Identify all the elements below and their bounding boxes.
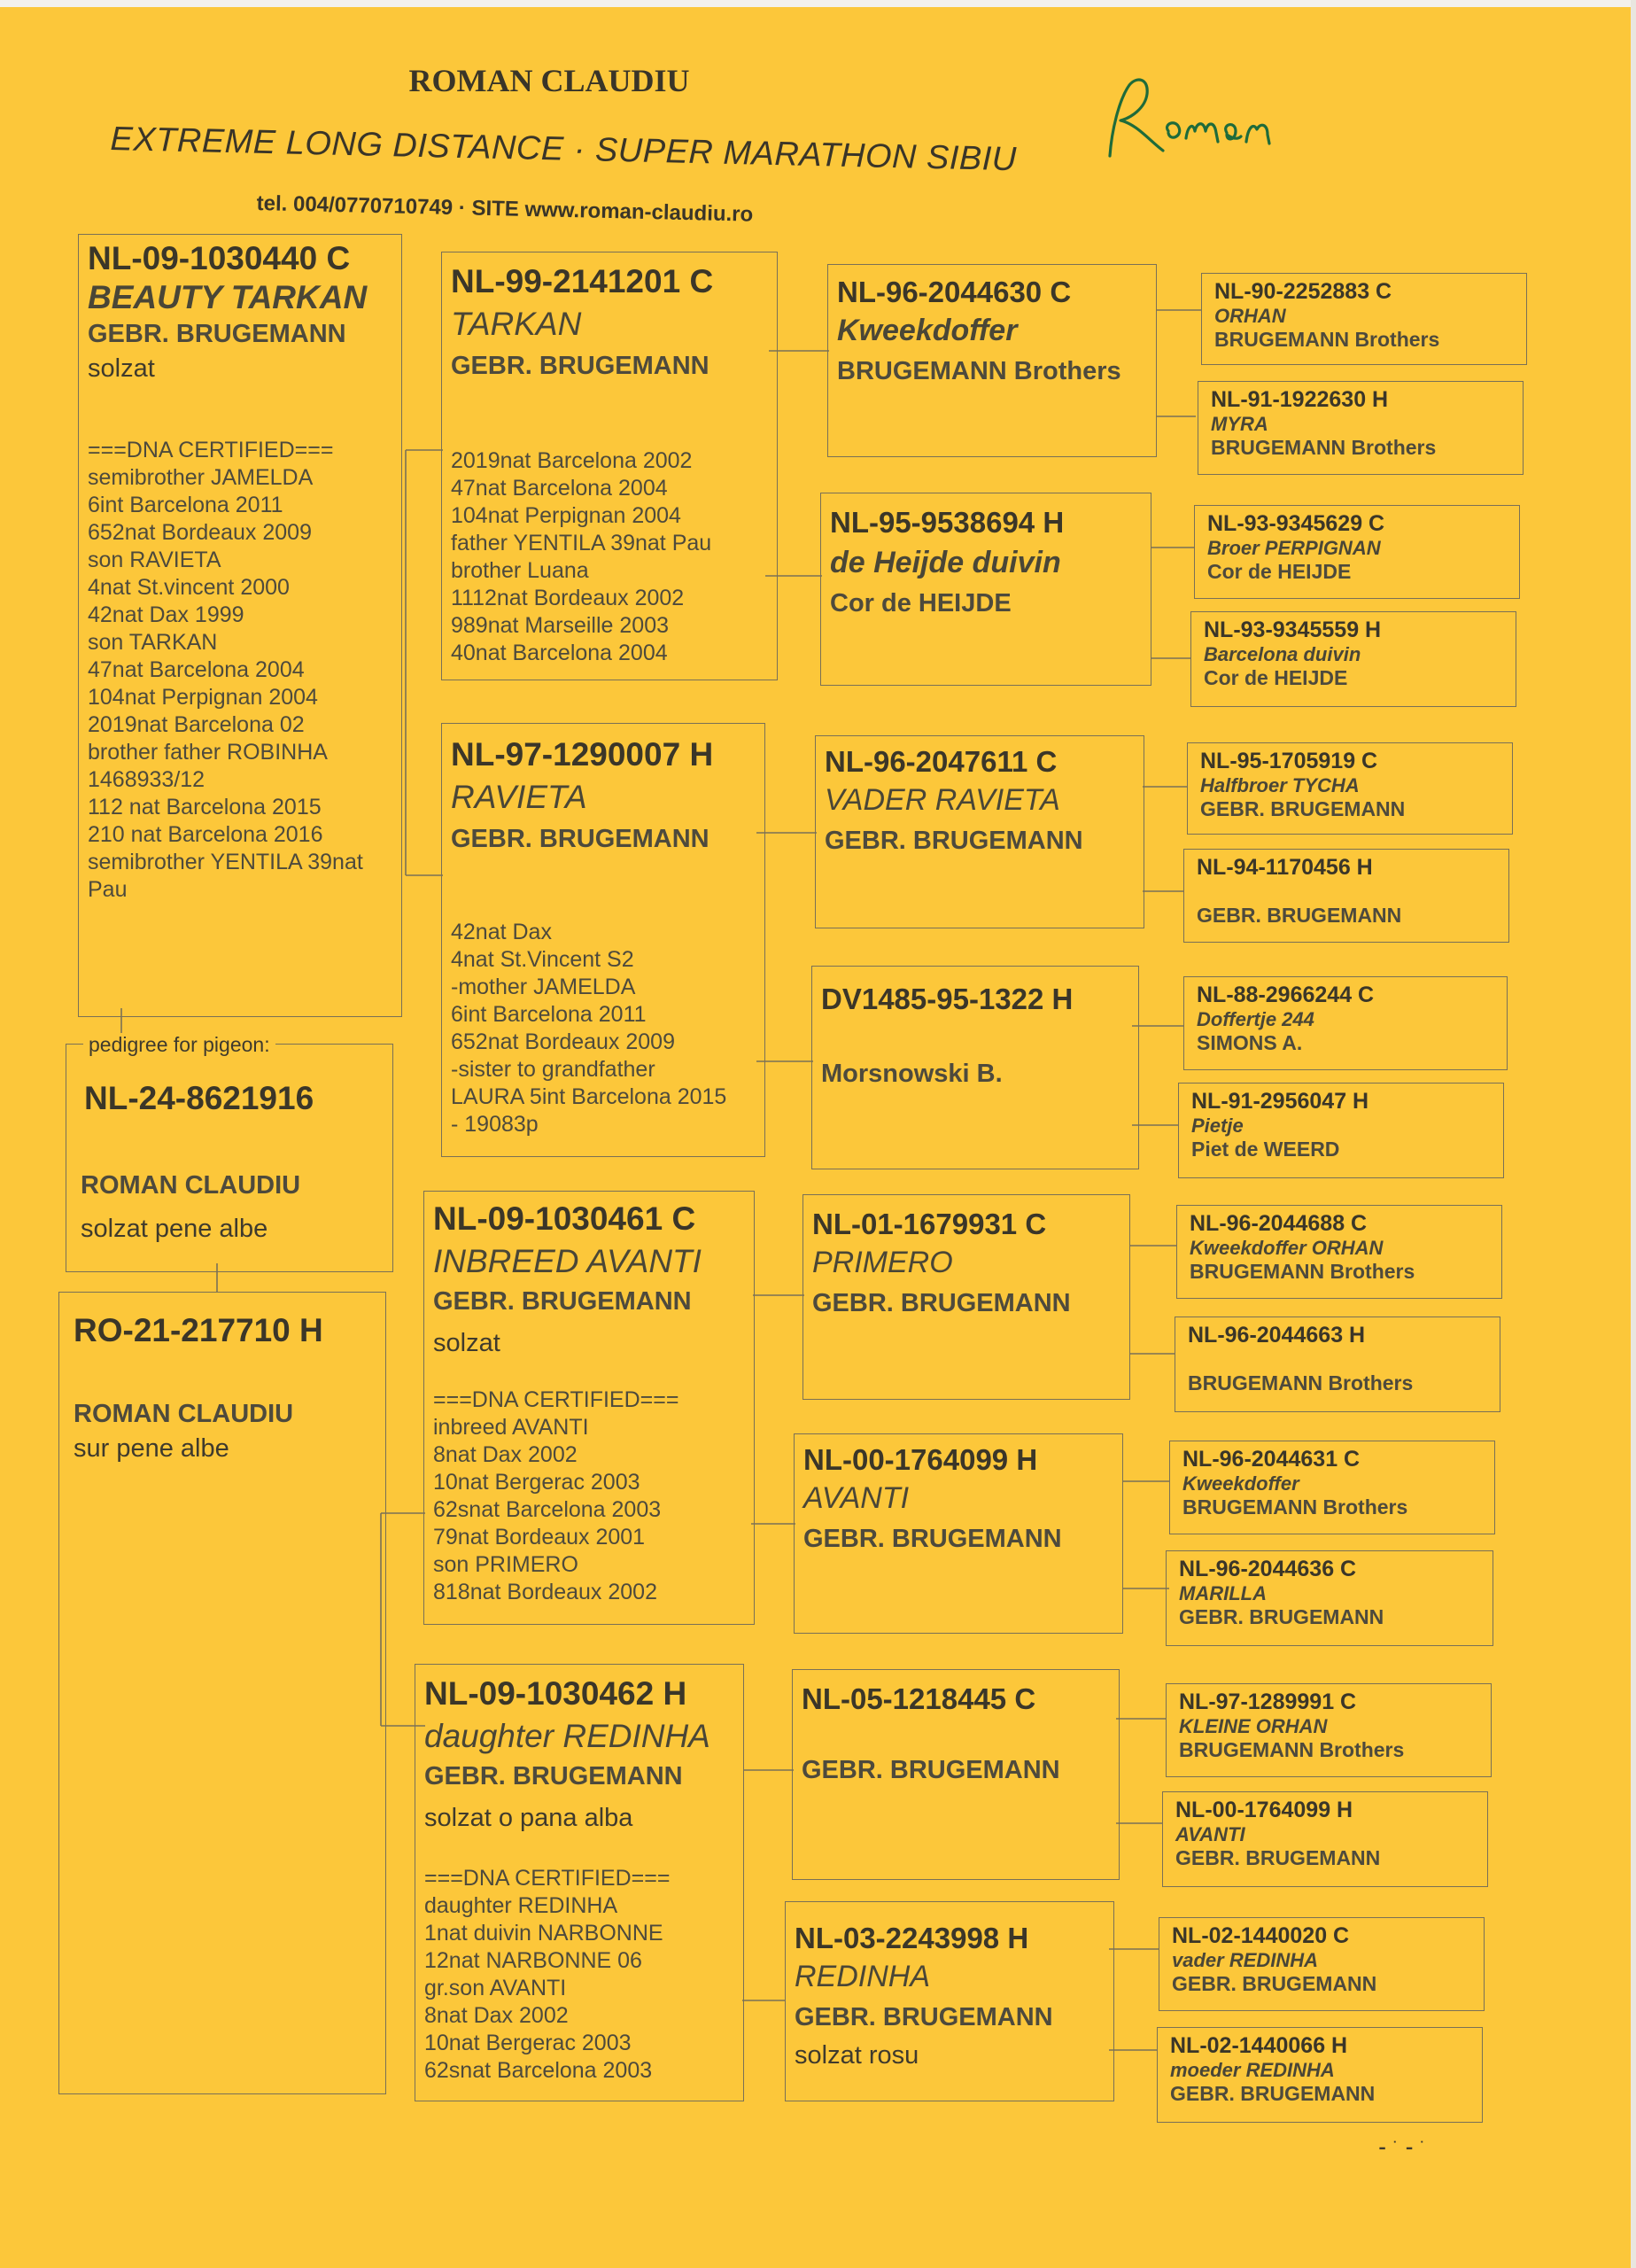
subject-owner: ROMAN CLAUDIU [81, 1171, 301, 1200]
gen4-box [1175, 1317, 1500, 1412]
gen3-ring: NL-01-1679931 C [812, 1208, 1047, 1240]
gen4-owner: BRUGEMANN Brothers [1188, 1371, 1414, 1395]
gen4-ring: NL-93-9345559 H [1204, 617, 1382, 642]
gen3-box [794, 1433, 1123, 1634]
gen3-box [815, 735, 1144, 928]
note-line: Pau [88, 877, 128, 902]
note-line: father YENTILA 39nat Pau [451, 531, 712, 555]
gen4-box [1166, 1550, 1493, 1646]
note-line: daughter REDINHA [424, 1893, 618, 1918]
gen4-ring: NL-96-2044663 H [1188, 1323, 1366, 1348]
gen4-owner: BRUGEMANN Brothers [1182, 1495, 1408, 1519]
gen4-box [1187, 742, 1513, 835]
gen3-owner: Cor de HEIJDE [830, 588, 1012, 617]
subject-ring: NL-24-8621916 [84, 1080, 314, 1116]
note-line: 1468933/12 [88, 767, 205, 792]
gen4-name: Kweekdoffer ORHAN [1190, 1236, 1384, 1259]
gen2-notes [451, 919, 726, 1138]
note-line: 42nat Dax [451, 920, 552, 944]
note-line: 210 nat Barcelona 2016 [88, 822, 323, 847]
note-line: ===DNA CERTIFIED=== [424, 1866, 671, 1891]
gen2-color: solzat o pana alba [424, 1804, 633, 1833]
gen4-ring: NL-95-1705919 C [1200, 749, 1378, 773]
note-line: ===DNA CERTIFIED=== [88, 438, 334, 462]
gen4-box [1190, 611, 1516, 707]
gen4-name: Kweekdoffer [1182, 1472, 1299, 1495]
gen3-owner: BRUGEMANN Brothers [837, 356, 1121, 385]
note-line: 1112nat Bordeaux 2002 [451, 586, 685, 610]
gen2-box [423, 1191, 755, 1625]
note-line: 104nat Perpignan 2004 [88, 685, 318, 710]
note-line: 8nat Dax 2002 [424, 2003, 569, 2028]
gen4-owner: BRUGEMANN Brothers [1190, 1260, 1415, 1284]
gen2-name: daughter REDINHA [424, 1717, 710, 1754]
note-line: 62snat Barcelona 2003 [433, 1497, 662, 1522]
gen3-owner: GEBR. BRUGEMANN [795, 2002, 1053, 2031]
gen4-ring: NL-00-1764099 H [1175, 1798, 1353, 1822]
note-line: - 19083p [451, 1112, 539, 1137]
gen4-name: Halfbroer TYCHA [1200, 773, 1360, 796]
sire-owner: GEBR. BRUGEMANN [88, 319, 346, 348]
gen4-ring: NL-02-1440066 H [1170, 2033, 1348, 2058]
gen4-box [1178, 1083, 1504, 1178]
note-line: 10nat Bergerac 2003 [424, 2031, 632, 2055]
subject-color: solzat pene albe [81, 1215, 268, 1244]
note-line: 12nat NARBONNE 06 [424, 1948, 642, 1973]
gen3-ring: NL-96-2047611 C [825, 745, 1058, 778]
note-line: 818nat Bordeaux 2002 [433, 1580, 657, 1604]
dam-box [58, 1292, 386, 2094]
gen4-ring: NL-90-2252883 C [1214, 279, 1392, 304]
note-line: 6int Barcelona 2011 [451, 1002, 647, 1027]
gen4-owner: BRUGEMANN Brothers [1211, 436, 1437, 460]
gen4-ring: NL-97-1289991 C [1179, 1689, 1357, 1714]
gen4-box [1166, 1683, 1492, 1777]
gen4-owner: Cor de HEIJDE [1204, 666, 1348, 690]
gen4-box [1201, 273, 1527, 365]
note-line: 4nat St.vincent 2000 [88, 575, 290, 600]
gen4-name: vader REDINHA [1172, 1948, 1319, 1971]
gen4-name: KLEINE ORHAN [1179, 1714, 1328, 1737]
note-line: 2019nat Barcelona 2002 [451, 448, 693, 473]
gen4-ring: NL-94-1170456 H [1197, 855, 1373, 880]
note-line: ===DNA CERTIFIED=== [433, 1387, 679, 1412]
gen2-owner: GEBR. BRUGEMANN [451, 824, 709, 853]
gen2-name: RAVIETA [451, 778, 587, 815]
gen4-owner: GEBR. BRUGEMANN [1197, 904, 1402, 928]
gen3-box [802, 1194, 1130, 1400]
breeder-contact: tel. 004/0770710749 · SITE www.roman-claudiu.ro [256, 191, 754, 227]
gen2-box [441, 723, 765, 1157]
gen4-owner: GEBR. BRUGEMANN [1170, 2082, 1376, 2106]
gen3-ring: NL-05-1218445 C [802, 1682, 1036, 1715]
dam-color: sur pene albe [74, 1434, 229, 1464]
gen4-box [1183, 849, 1509, 943]
gen4-name [1197, 881, 1401, 903]
sire-notes [88, 437, 363, 904]
gen4-box [1162, 1791, 1488, 1887]
dam-owner: ROMAN CLAUDIU [74, 1400, 294, 1428]
gen4-box [1194, 505, 1520, 599]
gen4-name: MARILLA [1179, 1581, 1267, 1604]
gen4-box [1157, 2027, 1483, 2123]
gen3-box [792, 1669, 1120, 1880]
gen2-ring: NL-09-1030462 H [424, 1675, 687, 1712]
note-line: semibrother JAMELDA [88, 465, 314, 490]
gen4-ring: NL-02-1440020 C [1172, 1923, 1350, 1948]
note-line: gr.son AVANTI [424, 1976, 567, 2000]
note-line: 4nat St.Vincent S2 [451, 947, 634, 972]
page-edge [1631, 0, 1636, 2268]
note-line: 62snat Barcelona 2003 [424, 2058, 653, 2083]
note-line: 1nat duivin NARBONNE [424, 1921, 663, 1946]
note-line: 2019nat Barcelona 02 [88, 712, 305, 737]
gen4-ring: NL-93-9345629 C [1207, 511, 1385, 536]
note-line: brother Luana [451, 558, 589, 583]
gen3-ring: NL-95-9538694 H [830, 506, 1065, 539]
sire-ring: NL-09-1030440 C [88, 240, 351, 276]
gen3-ring: DV1485-95-1322 H [821, 983, 1074, 1015]
gen4-box [1183, 976, 1508, 1070]
gen4-owner: GEBR. BRUGEMANN [1172, 1972, 1377, 1996]
gen2-owner: GEBR. BRUGEMANN [451, 351, 709, 380]
gen4-name [1188, 1348, 1413, 1371]
gen3-ring: NL-03-2243998 H [795, 1922, 1029, 1954]
gen4-box [1159, 1917, 1485, 2011]
note-line: LAURA 5int Barcelona 2015 [451, 1084, 727, 1109]
gen3-owner: GEBR. BRUGEMANN [812, 1288, 1071, 1317]
note-line: 42nat Dax 1999 [88, 602, 244, 627]
gen4-ring: NL-96-2044688 C [1190, 1211, 1368, 1236]
gen2-notes [433, 1386, 678, 1606]
gen4-box [1176, 1205, 1502, 1299]
gen3-name: REDINHA [795, 1959, 931, 1993]
gen3-box [820, 493, 1151, 686]
note-line: 652nat Bordeaux 2009 [88, 520, 312, 545]
gen4-owner: BRUGEMANN Brothers [1214, 328, 1440, 352]
gen2-box [415, 1664, 744, 2101]
gen3-box [785, 1901, 1114, 2101]
pedigree-sheet [0, 7, 1636, 2268]
gen4-name: Barcelona duivin [1204, 642, 1361, 665]
gen4-name: ORHAN [1214, 304, 1286, 327]
gen4-ring: NL-91-1922630 H [1211, 387, 1389, 412]
gen4-name: Broer PERPIGNAN [1207, 536, 1381, 559]
sire-color: solzat [88, 354, 155, 384]
note-line: son TARKAN [88, 630, 218, 655]
sire-name: BEAUTY TARKAN [88, 278, 368, 315]
gen4-name: AVANTI [1175, 1822, 1245, 1845]
gen4-box [1169, 1441, 1495, 1534]
note-line: 6int Barcelona 2011 [88, 493, 283, 517]
note-line: 40nat Barcelona 2004 [451, 641, 668, 665]
pedigree-legend: pedigree for pigeon: [83, 1033, 275, 1057]
footer-page-mark: ⁃ ˙ ⁃ ˙ [1377, 2138, 1426, 2160]
gen3-owner: GEBR. BRUGEMANN [803, 1524, 1062, 1553]
gen2-name: INBREED AVANTI [433, 1242, 702, 1279]
sire-box [78, 234, 402, 1017]
gen4-owner: Cor de HEIJDE [1207, 560, 1352, 584]
gen4-owner: BRUGEMANN Brothers [1179, 1738, 1405, 1762]
breeder-subtitle: EXTREME LONG DISTANCE · SUPER MARATHON SIBIU [110, 120, 1018, 179]
gen2-owner: GEBR. BRUGEMANN [424, 1761, 683, 1790]
gen4-owner: GEBR. BRUGEMANN [1200, 797, 1406, 821]
gen3-name: PRIMERO [812, 1245, 953, 1279]
gen4-owner: SIMONS A. [1197, 1031, 1303, 1055]
gen3-name: AVANTI [803, 1480, 910, 1515]
gen2-box [441, 252, 778, 680]
note-line: 989nat Marseille 2003 [451, 613, 669, 638]
gen2-notes [451, 447, 711, 667]
gen2-color: solzat [433, 1329, 500, 1358]
gen4-ring: NL-88-2966244 C [1197, 983, 1375, 1007]
gen2-ring: NL-97-1290007 H [451, 736, 714, 773]
note-line: semibrother YENTILA 39nat [88, 850, 363, 874]
note-line: 652nat Bordeaux 2009 [451, 1029, 675, 1054]
gen2-name: TARKAN [451, 305, 582, 342]
gen3-name: de Heijde duivin [830, 545, 1061, 579]
gen4-owner: Piet de WEERD [1191, 1138, 1340, 1161]
gen3-name: VADER RAVIETA [825, 782, 1060, 817]
gen4-ring: NL-96-2044636 C [1179, 1557, 1357, 1581]
subject-box [66, 1044, 393, 1272]
gen4-owner: GEBR. BRUGEMANN [1175, 1846, 1381, 1870]
gen4-ring: NL-96-2044631 C [1182, 1447, 1361, 1472]
gen3-ring: NL-00-1764099 H [803, 1443, 1038, 1476]
note-line: -sister to grandfather [451, 1057, 655, 1082]
gen3-box [827, 264, 1157, 457]
gen3-color: solzat rosu [795, 2040, 919, 2070]
gen2-ring: NL-09-1030461 C [433, 1200, 696, 1237]
note-line: inbreed AVANTI [433, 1415, 589, 1440]
gen2-ring: NL-99-2141201 C [451, 263, 714, 299]
gen3-owner: Morsnowski B. [821, 1059, 1003, 1088]
note-line: 10nat Bergerac 2003 [433, 1470, 640, 1495]
gen4-ring: NL-91-2956047 H [1191, 1089, 1369, 1114]
gen4-name: MYRA [1211, 412, 1268, 435]
note-line: 104nat Perpignan 2004 [451, 503, 681, 528]
gen4-owner: GEBR. BRUGEMANN [1179, 1605, 1384, 1629]
gen3-owner: GEBR. BRUGEMANN [802, 1755, 1060, 1784]
gen4-name: Doffertje 244 [1197, 1007, 1314, 1030]
note-line: -mother JAMELDA [451, 975, 636, 999]
gen4-name: Pietje [1191, 1114, 1244, 1137]
note-line: 79nat Bordeaux 2001 [433, 1525, 646, 1550]
note-line: son PRIMERO [433, 1552, 578, 1577]
note-line: 8nat Dax 2002 [433, 1442, 578, 1467]
note-line: 47nat Barcelona 2004 [88, 657, 305, 682]
note-line: 47nat Barcelona 2004 [451, 476, 668, 501]
gen3-name: Kweekdoffer [837, 313, 1018, 347]
gen2-notes [424, 1865, 670, 2085]
breeder-title: ROMAN CLAUDIU [408, 63, 690, 98]
gen3-box [811, 966, 1139, 1169]
gen3-owner: GEBR. BRUGEMANN [825, 826, 1083, 855]
gen4-name: moeder REDINHA [1170, 2058, 1335, 2081]
dam-ring: RO-21-217710 H [74, 1312, 323, 1348]
note-line: 112 nat Barcelona 2015 [88, 795, 322, 819]
gen3-ring: NL-96-2044630 C [837, 276, 1072, 308]
note-line: son RAVIETA [88, 548, 221, 572]
note-line: brother father ROBINHA [88, 740, 328, 765]
gen2-owner: GEBR. BRUGEMANN [433, 1286, 692, 1316]
gen4-box [1198, 381, 1524, 475]
